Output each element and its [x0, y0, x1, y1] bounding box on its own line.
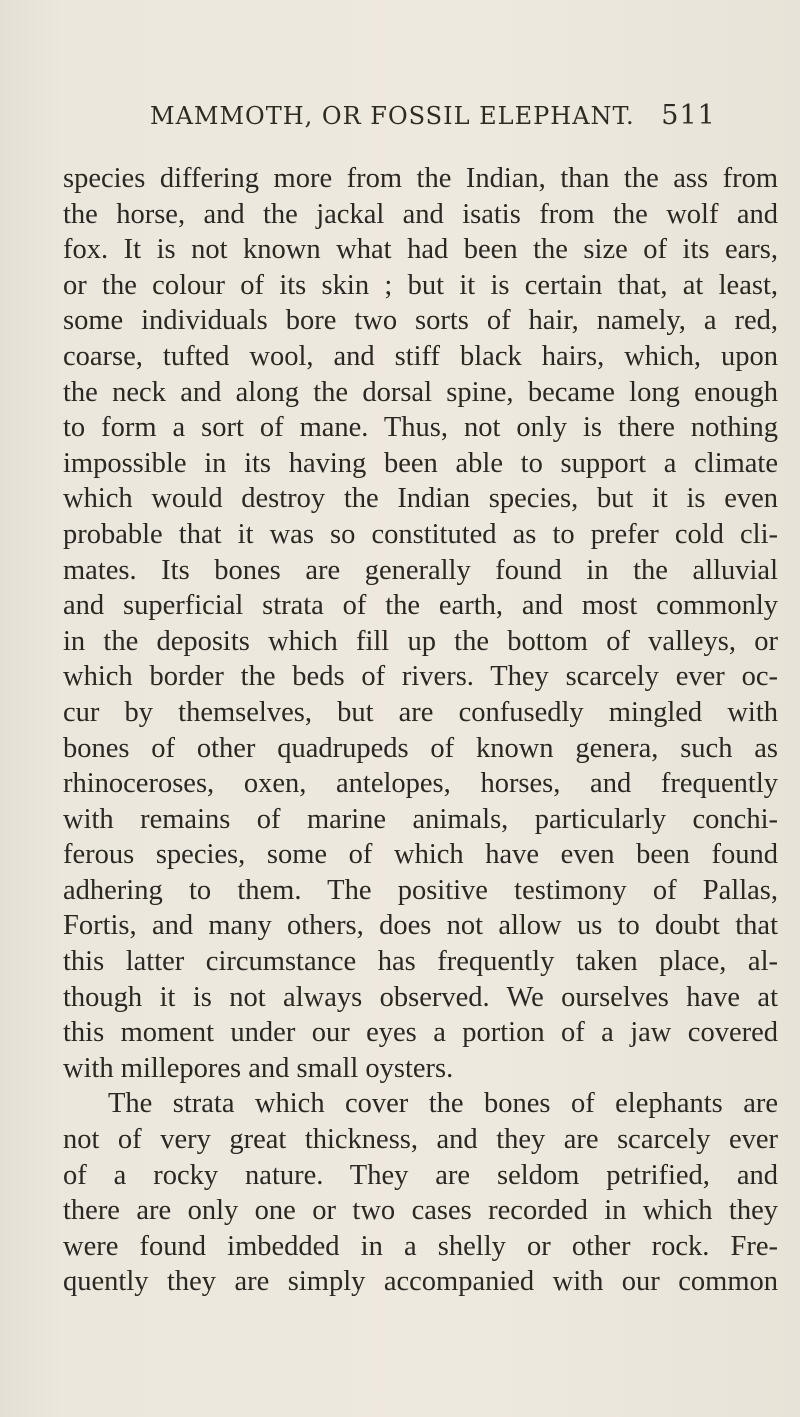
- text-line: with millepores and small oysters.: [63, 1052, 454, 1084]
- text-line: in the deposits which fill up the bottom of valleys, or: [63, 625, 778, 657]
- text-line: adhering to them. The positive testimony of Pallas,: [63, 874, 778, 906]
- text-line: which would destroy the Indian species, but it is even: [63, 483, 778, 515]
- text-line: quently they are simply accompanied with our common: [63, 1266, 778, 1298]
- text-line: of a rocky nature. They are seldom petrified, and: [63, 1159, 778, 1191]
- text-line: bones of other quadrupeds of known genera, such as: [63, 732, 778, 764]
- text-line: this moment under our eyes a portion of a jaw covered: [63, 1017, 778, 1049]
- text-line: to form a sort of mane. Thus, not only is there nothing: [63, 412, 778, 444]
- text-line: fox. It is not known what had been the size of its ears,: [63, 234, 778, 266]
- text-line: were found imbedded in a shelly or other rock. Fre-: [63, 1230, 778, 1262]
- text-line: species differing more from the Indian, than the ass from: [63, 163, 778, 194]
- text-line: this latter circumstance has frequently taken place, al-: [63, 946, 778, 978]
- text-line: cur by themselves, but are confusedly mingled with: [63, 696, 778, 728]
- running-header: [150, 100, 790, 131]
- text-line: coarse, tufted wool, and stiff black hairs, which, upon: [63, 340, 778, 372]
- text-line: the horse, and the jackal and isatis from the wolf and: [63, 198, 778, 230]
- text-line: mates. Its bones are generally found in the alluvial: [63, 554, 778, 586]
- text-line: not of very great thickness, and they are scarcely ever: [63, 1124, 778, 1156]
- text-line: impossible in its having been able to support a climate: [63, 447, 778, 479]
- text-line: and superficial strata of the earth, and most commonly: [63, 590, 778, 622]
- text-line: or the colour of its skin ; but it is certain that, at least,: [63, 269, 778, 301]
- text-line: ferous species, some of which have even been found: [63, 839, 778, 871]
- text-line: The strata which cover the bones of elephants are: [108, 1088, 778, 1120]
- text-line: there are only one or two cases recorded in which they: [63, 1195, 778, 1227]
- text-line: with remains of marine animals, particularly conchi-: [63, 803, 778, 835]
- text-line: though it is not always observed. We ourselves have at: [63, 981, 778, 1013]
- text-line: probable that it was so constituted as to prefer cold cli-: [63, 518, 778, 550]
- text-line: Fortis, and many others, does not allow us to doubt that: [63, 910, 778, 942]
- text-line: some individuals bore two sorts of hair, namely, a red,: [63, 305, 778, 337]
- body-text: [63, 161, 778, 1300]
- text-line: rhinoceroses, oxen, antelopes, horses, and frequently: [63, 768, 778, 800]
- text-line: the neck and along the dorsal spine, became long enough: [63, 376, 778, 408]
- text-line: which border the beds of rivers. They scarcely ever oc-: [63, 661, 778, 693]
- page-number: 511: [661, 100, 716, 131]
- running-title: MAMMOTH, OR FOSSIL ELEPHANT.: [150, 102, 635, 130]
